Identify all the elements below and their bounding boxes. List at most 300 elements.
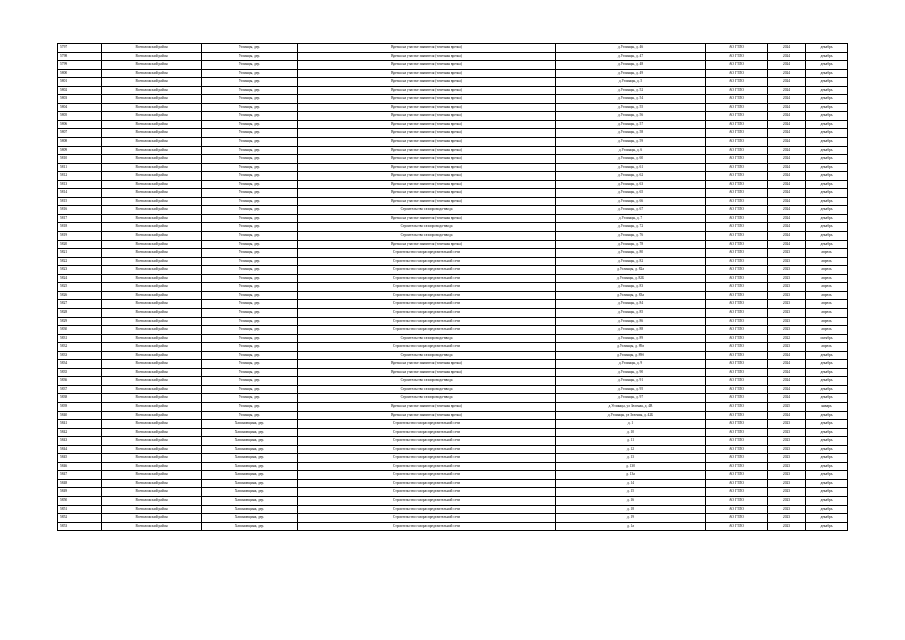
work-type-cell: Врезка на участке заявителя (точечная врезка)	[298, 197, 556, 206]
district-cell: Всеволожский район	[102, 120, 202, 129]
row-number-cell: 5831	[58, 334, 102, 343]
work-type-cell: Строительство газораспределительной сети	[298, 326, 556, 335]
row-number-cell: 5801	[58, 78, 102, 87]
table-row	[58, 61, 848, 70]
row-number-cell: 5822	[58, 257, 102, 266]
settlement-cell: Углинцы, дер.	[202, 308, 298, 317]
month-cell: декабрь	[806, 146, 848, 155]
month-cell: декабрь	[806, 471, 848, 480]
month-cell: апрель	[806, 343, 848, 352]
work-type-cell: Врезка на участке заявителя (точечная врезка)	[298, 163, 556, 172]
table-row	[58, 479, 848, 488]
settlement-cell: Углинцы, дер.	[202, 180, 298, 189]
district-cell: Всеволожский район	[102, 266, 202, 275]
address-cell: д.Углинцы, д. 61	[556, 163, 706, 172]
settlement-cell: Углинцы, дер.	[202, 300, 298, 309]
year-cell: 2023	[768, 437, 806, 446]
settlement-cell: Углинцы, дер.	[202, 343, 298, 352]
work-type-cell: Строительство газораспределительной сети	[298, 291, 556, 300]
year-cell: 2024	[768, 385, 806, 394]
address-cell: д.Углинцы, д. 6	[556, 146, 706, 155]
row-number-cell: 5808	[58, 138, 102, 147]
address-cell: д.Углинцы, д. 90	[556, 368, 706, 377]
district-cell: Всеволожский район	[102, 103, 202, 112]
organization-cell: АО ГТЛО	[706, 411, 768, 420]
table-row	[58, 420, 848, 429]
row-number-cell: 5846	[58, 462, 102, 471]
month-cell: октябрь	[806, 334, 848, 343]
work-type-cell: Строительство газораспределительной сети	[298, 437, 556, 446]
organization-cell: АО ГТЛО	[706, 103, 768, 112]
year-cell: 2024	[768, 129, 806, 138]
district-cell: Всеволожский район	[102, 360, 202, 369]
month-cell: декабрь	[806, 377, 848, 386]
year-cell: 2024	[768, 61, 806, 70]
work-type-cell: Строительство газораспределительной сети	[298, 445, 556, 454]
district-cell: Всеволожский район	[102, 479, 202, 488]
year-cell: 2024	[768, 52, 806, 61]
month-cell: апрель	[806, 283, 848, 292]
table-row	[58, 360, 848, 369]
settlement-cell: Углинцы, дер.	[202, 266, 298, 275]
year-cell: 2023	[768, 522, 806, 531]
month-cell: декабрь	[806, 44, 848, 53]
row-number-cell: 5813	[58, 180, 102, 189]
settlement-cell: Углинцы, дер.	[202, 360, 298, 369]
year-cell: 2023	[768, 249, 806, 258]
organization-cell: АО ГТЛО	[706, 180, 768, 189]
settlement-cell: Хапоновщина, дер.	[202, 454, 298, 463]
settlement-cell: Хапоновщина, дер.	[202, 420, 298, 429]
month-cell: апрель	[806, 257, 848, 266]
work-type-cell: Строительство газораспределительной сети	[298, 471, 556, 480]
address-cell: д.Углинцы, д. 48	[556, 61, 706, 70]
table-row	[58, 155, 848, 164]
settlement-cell: Углинцы, дер.	[202, 112, 298, 121]
month-cell: декабрь	[806, 206, 848, 215]
row-number-cell: 5826	[58, 291, 102, 300]
data-table	[57, 43, 848, 531]
district-cell: Всеволожский район	[102, 223, 202, 232]
settlement-cell: Углинцы, дер.	[202, 249, 298, 258]
settlement-cell: Углинцы, дер.	[202, 197, 298, 206]
month-cell: декабрь	[806, 240, 848, 249]
address-cell: д. 130	[556, 462, 706, 471]
work-type-cell: Врезка на участке заявителя (точечная врезка)	[298, 138, 556, 147]
work-type-cell: Врезка на участке заявителя (точечная врезка)	[298, 61, 556, 70]
year-cell: 2024	[768, 180, 806, 189]
organization-cell: АО ГТЛО	[706, 505, 768, 514]
settlement-cell: Углинцы, дер.	[202, 385, 298, 394]
table-row	[58, 103, 848, 112]
address-cell: д. 13	[556, 454, 706, 463]
district-cell: Всеволожский район	[102, 351, 202, 360]
table-row	[58, 496, 848, 505]
month-cell: декабрь	[806, 155, 848, 164]
work-type-cell: Врезка на участке заявителя (точечная врезка)	[298, 78, 556, 87]
year-cell: 2023	[768, 445, 806, 454]
year-cell: 2024	[768, 103, 806, 112]
row-number-cell: 5837	[58, 385, 102, 394]
address-cell: д.Углинцы, д. 85	[556, 308, 706, 317]
organization-cell: АО ГТЛО	[706, 522, 768, 531]
work-type-cell: Строительство газораспределительной сети	[298, 420, 556, 429]
work-type-cell: Строительство газораспределительной сети	[298, 317, 556, 326]
address-cell: д. 1а	[556, 522, 706, 531]
organization-cell: АО ГТЛО	[706, 120, 768, 129]
address-cell: д. 12	[556, 445, 706, 454]
organization-cell: АО ГТЛО	[706, 223, 768, 232]
month-cell: апрель	[806, 266, 848, 275]
address-cell: д.Углинцы, д. 49	[556, 69, 706, 78]
organization-cell: АО ГТЛО	[706, 300, 768, 309]
table-row	[58, 257, 848, 266]
organization-cell: АО ГТЛО	[706, 206, 768, 215]
table-row	[58, 394, 848, 403]
year-cell: 2023	[768, 300, 806, 309]
work-type-cell: Врезка на участке заявителя (точечная врезка)	[298, 368, 556, 377]
district-cell: Всеволожский район	[102, 61, 202, 70]
settlement-cell: Хапоновщина, дер.	[202, 479, 298, 488]
month-cell: декабрь	[806, 428, 848, 437]
table-row	[58, 471, 848, 480]
table-row	[58, 95, 848, 104]
address-cell: д.Углинцы, д. 47	[556, 52, 706, 61]
organization-cell: АО ГТЛО	[706, 351, 768, 360]
settlement-cell: Углинцы, дер.	[202, 206, 298, 215]
table-row	[58, 514, 848, 523]
month-cell: декабрь	[806, 351, 848, 360]
work-type-cell: Строительство газопровода-ввода	[298, 223, 556, 232]
table-row	[58, 462, 848, 471]
table-row	[58, 78, 848, 87]
year-cell: 2023	[768, 291, 806, 300]
table-row	[58, 351, 848, 360]
address-cell: д.Углинцы, д. 78	[556, 240, 706, 249]
month-cell: декабрь	[806, 454, 848, 463]
address-cell: д.Углинцы, д. 72	[556, 223, 706, 232]
month-cell: декабрь	[806, 445, 848, 454]
settlement-cell: Углинцы, дер.	[202, 78, 298, 87]
district-cell: Всеволожский район	[102, 522, 202, 531]
work-type-cell: Строительство газопровода-ввода	[298, 351, 556, 360]
row-number-cell: 5836	[58, 377, 102, 386]
organization-cell: АО ГТЛО	[706, 479, 768, 488]
year-cell: 2024	[768, 368, 806, 377]
row-number-cell: 5810	[58, 155, 102, 164]
settlement-cell: Хапоновщина, дер.	[202, 488, 298, 497]
district-cell: Всеволожский район	[102, 78, 202, 87]
row-number-cell: 5842	[58, 428, 102, 437]
table-row	[58, 274, 848, 283]
table-row	[58, 454, 848, 463]
month-cell: январь	[806, 402, 848, 411]
work-type-cell: Строительство газораспределительной сети	[298, 428, 556, 437]
organization-cell: АО ГТЛО	[706, 257, 768, 266]
row-number-cell: 5850	[58, 496, 102, 505]
work-type-cell: Строительство газораспределительной сети	[298, 343, 556, 352]
work-type-cell: Строительство газопровода-ввода	[298, 334, 556, 343]
district-cell: Всеволожский район	[102, 240, 202, 249]
address-cell: д.Углинцы, д. 83а	[556, 291, 706, 300]
organization-cell: АО ГТЛО	[706, 385, 768, 394]
address-cell: д.Углинцы, д. 67	[556, 206, 706, 215]
work-type-cell: Врезка на участке заявителя (точечная врезка)	[298, 240, 556, 249]
row-number-cell: 5820	[58, 240, 102, 249]
work-type-cell: Строительство газораспределительной сети	[298, 274, 556, 283]
work-type-cell: Врезка на участке заявителя (точечная врезка)	[298, 95, 556, 104]
year-cell: 2024	[768, 163, 806, 172]
row-number-cell: 5799	[58, 61, 102, 70]
organization-cell: АО ГТЛО	[706, 317, 768, 326]
organization-cell: АО ГТЛО	[706, 454, 768, 463]
address-cell: д.Углинцы, д. 7	[556, 214, 706, 223]
year-cell: 2024	[768, 223, 806, 232]
month-cell: декабрь	[806, 189, 848, 198]
work-type-cell: Врезка на участке заявителя (точечная врезка)	[298, 112, 556, 121]
table-row	[58, 206, 848, 215]
month-cell: декабрь	[806, 52, 848, 61]
row-number-cell: 5819	[58, 232, 102, 241]
work-type-cell: Врезка на участке заявителя (точечная врезка)	[298, 172, 556, 181]
district-cell: Всеволожский район	[102, 505, 202, 514]
organization-cell: АО ГТЛО	[706, 86, 768, 95]
month-cell: декабрь	[806, 437, 848, 446]
work-type-cell: Строительство газопровода-ввода	[298, 377, 556, 386]
district-cell: Всеволожский район	[102, 445, 202, 454]
address-cell: д.Углинцы, д. 86	[556, 317, 706, 326]
address-cell: д. 15	[556, 488, 706, 497]
work-type-cell: Врезка на участке заявителя (точечная врезка)	[298, 44, 556, 53]
year-cell: 2025	[768, 402, 806, 411]
district-cell: Всеволожский район	[102, 420, 202, 429]
table-row	[58, 146, 848, 155]
settlement-cell: Углинцы, дер.	[202, 61, 298, 70]
district-cell: Всеволожский район	[102, 112, 202, 121]
work-type-cell: Строительство газораспределительной сети	[298, 266, 556, 275]
month-cell: декабрь	[806, 488, 848, 497]
work-type-cell: Строительство газопровода-ввода	[298, 232, 556, 241]
month-cell: декабрь	[806, 223, 848, 232]
table-row	[58, 172, 848, 181]
row-number-cell: 5797	[58, 44, 102, 53]
organization-cell: АО ГТЛО	[706, 78, 768, 87]
district-cell: Всеволожский район	[102, 180, 202, 189]
table-row	[58, 300, 848, 309]
district-cell: Всеволожский район	[102, 428, 202, 437]
address-cell: д. 13а	[556, 471, 706, 480]
month-cell: декабрь	[806, 505, 848, 514]
address-cell: д.Углинцы, д. 46	[556, 44, 706, 53]
district-cell: Всеволожский район	[102, 343, 202, 352]
row-number-cell: 5824	[58, 274, 102, 283]
month-cell: апрель	[806, 326, 848, 335]
year-cell: 2024	[768, 146, 806, 155]
table-body	[58, 44, 848, 531]
address-cell: д.Углинцы, д. 91	[556, 377, 706, 386]
table-row	[58, 505, 848, 514]
work-type-cell: Врезка на участке заявителя (точечная врезка)	[298, 214, 556, 223]
organization-cell: АО ГТЛО	[706, 266, 768, 275]
table-row	[58, 163, 848, 172]
address-cell: д.Углинцы, д. 82	[556, 257, 706, 266]
month-cell: декабрь	[806, 514, 848, 523]
year-cell: 2023	[768, 317, 806, 326]
month-cell: декабрь	[806, 172, 848, 181]
settlement-cell: Хапоновщина, дер.	[202, 462, 298, 471]
district-cell: Всеволожский район	[102, 394, 202, 403]
organization-cell: АО ГТЛО	[706, 420, 768, 429]
month-cell: декабрь	[806, 69, 848, 78]
row-number-cell: 5811	[58, 163, 102, 172]
month-cell: апрель	[806, 274, 848, 283]
district-cell: Всеволожский район	[102, 471, 202, 480]
organization-cell: АО ГТЛО	[706, 197, 768, 206]
month-cell: апрель	[806, 308, 848, 317]
organization-cell: АО ГТЛО	[706, 394, 768, 403]
settlement-cell: Углинцы, дер.	[202, 95, 298, 104]
district-cell: Всеволожский район	[102, 437, 202, 446]
work-type-cell: Врезка на участке заявителя (точечная врезка)	[298, 69, 556, 78]
table-row	[58, 428, 848, 437]
year-cell: 2023	[768, 514, 806, 523]
row-number-cell: 5816	[58, 206, 102, 215]
address-cell: д.Углинцы, д. 59	[556, 138, 706, 147]
settlement-cell: Углинцы, дер.	[202, 155, 298, 164]
row-number-cell: 5830	[58, 326, 102, 335]
year-cell: 2024	[768, 95, 806, 104]
organization-cell: АО ГТЛО	[706, 129, 768, 138]
district-cell: Всеволожский район	[102, 249, 202, 258]
table-row	[58, 437, 848, 446]
district-cell: Всеволожский район	[102, 155, 202, 164]
year-cell: 2023	[768, 266, 806, 275]
settlement-cell: Углинцы, дер.	[202, 402, 298, 411]
district-cell: Всеволожский район	[102, 454, 202, 463]
year-cell: 2024	[768, 78, 806, 87]
organization-cell: АО ГТЛО	[706, 69, 768, 78]
address-cell: д.Углинцы, д. 58	[556, 129, 706, 138]
organization-cell: АО ГТЛО	[706, 428, 768, 437]
work-type-cell: Врезка на участке заявителя (точечная врезка)	[298, 146, 556, 155]
organization-cell: АО ГТЛО	[706, 514, 768, 523]
address-cell: д.Углинцы, д. 63	[556, 180, 706, 189]
work-type-cell: Строительство газораспределительной сети	[298, 308, 556, 317]
table-row	[58, 112, 848, 121]
row-number-cell: 5838	[58, 394, 102, 403]
year-cell: 2023	[768, 420, 806, 429]
table-row	[58, 317, 848, 326]
settlement-cell: Углинцы, дер.	[202, 377, 298, 386]
row-number-cell: 5832	[58, 343, 102, 352]
settlement-cell: Углинцы, дер.	[202, 394, 298, 403]
year-cell: 2023	[768, 505, 806, 514]
work-type-cell: Строительство газораспределительной сети	[298, 257, 556, 266]
year-cell: 2024	[768, 240, 806, 249]
year-cell: 2023	[768, 343, 806, 352]
settlement-cell: Углинцы, дер.	[202, 214, 298, 223]
organization-cell: АО ГТЛО	[706, 488, 768, 497]
year-cell: 2024	[768, 232, 806, 241]
settlement-cell: Углинцы, дер.	[202, 368, 298, 377]
district-cell: Всеволожский район	[102, 69, 202, 78]
month-cell: декабрь	[806, 129, 848, 138]
organization-cell: АО ГТЛО	[706, 343, 768, 352]
year-cell: 2023	[768, 257, 806, 266]
address-cell: д.Углинцы, д. 89а	[556, 343, 706, 352]
month-cell: декабрь	[806, 360, 848, 369]
address-cell: д.Углинцы, д. 52	[556, 86, 706, 95]
organization-cell: АО ГТЛО	[706, 146, 768, 155]
organization-cell: АО ГТЛО	[706, 471, 768, 480]
month-cell: декабрь	[806, 385, 848, 394]
year-cell: 2024	[768, 411, 806, 420]
row-number-cell: 5843	[58, 437, 102, 446]
district-cell: Всеволожский район	[102, 462, 202, 471]
address-cell: д. 14	[556, 479, 706, 488]
organization-cell: АО ГТЛО	[706, 437, 768, 446]
table-row	[58, 326, 848, 335]
year-cell: 2024	[768, 44, 806, 53]
organization-cell: АО ГТЛО	[706, 308, 768, 317]
address-cell: д. 19	[556, 514, 706, 523]
work-type-cell: Врезка на участке заявителя (точечная врезка)	[298, 189, 556, 198]
organization-cell: АО ГТЛО	[706, 44, 768, 53]
organization-cell: АО ГТЛО	[706, 360, 768, 369]
work-type-cell: Врезка на участке заявителя (точечная врезка)	[298, 402, 556, 411]
settlement-cell: Хапоновщина, дер.	[202, 428, 298, 437]
address-cell: д.Углинцы, д. 56	[556, 112, 706, 121]
settlement-cell: Углинцы, дер.	[202, 283, 298, 292]
year-cell: 2024	[768, 138, 806, 147]
work-type-cell: Строительство газораспределительной сети	[298, 505, 556, 514]
organization-cell: АО ГТЛО	[706, 368, 768, 377]
work-type-cell: Врезка на участке заявителя (точечная врезка)	[298, 411, 556, 420]
settlement-cell: Углинцы, дер.	[202, 69, 298, 78]
row-number-cell: 5818	[58, 223, 102, 232]
year-cell: 2024	[768, 172, 806, 181]
table-row	[58, 52, 848, 61]
table-row	[58, 180, 848, 189]
work-type-cell: Строительство газопровода-ввода	[298, 385, 556, 394]
row-number-cell: 5844	[58, 445, 102, 454]
row-number-cell: 5823	[58, 266, 102, 275]
district-cell: Всеволожский район	[102, 514, 202, 523]
district-cell: Всеволожский район	[102, 317, 202, 326]
table-row	[58, 120, 848, 129]
organization-cell: АО ГТЛО	[706, 95, 768, 104]
table-row	[58, 445, 848, 454]
settlement-cell: Углинцы, дер.	[202, 274, 298, 283]
settlement-cell: Углинцы, дер.	[202, 44, 298, 53]
row-number-cell: 5803	[58, 95, 102, 104]
district-cell: Всеволожский район	[102, 197, 202, 206]
work-type-cell: Строительство газораспределительной сети	[298, 283, 556, 292]
row-number-cell: 5800	[58, 69, 102, 78]
settlement-cell: Углинцы, дер.	[202, 189, 298, 198]
address-cell: д.Углинцы, ул Зеленая, д. 4В	[556, 402, 706, 411]
table-row	[58, 69, 848, 78]
district-cell: Всеволожский район	[102, 411, 202, 420]
month-cell: декабрь	[806, 411, 848, 420]
address-cell: д.Углинцы, д. 88	[556, 326, 706, 335]
row-number-cell: 5812	[58, 172, 102, 181]
organization-cell: АО ГТЛО	[706, 462, 768, 471]
address-cell: д.Углинцы, д. 76	[556, 232, 706, 241]
row-number-cell: 5847	[58, 471, 102, 480]
row-number-cell: 5849	[58, 488, 102, 497]
address-cell: д.Углинцы, д. 82а	[556, 266, 706, 275]
